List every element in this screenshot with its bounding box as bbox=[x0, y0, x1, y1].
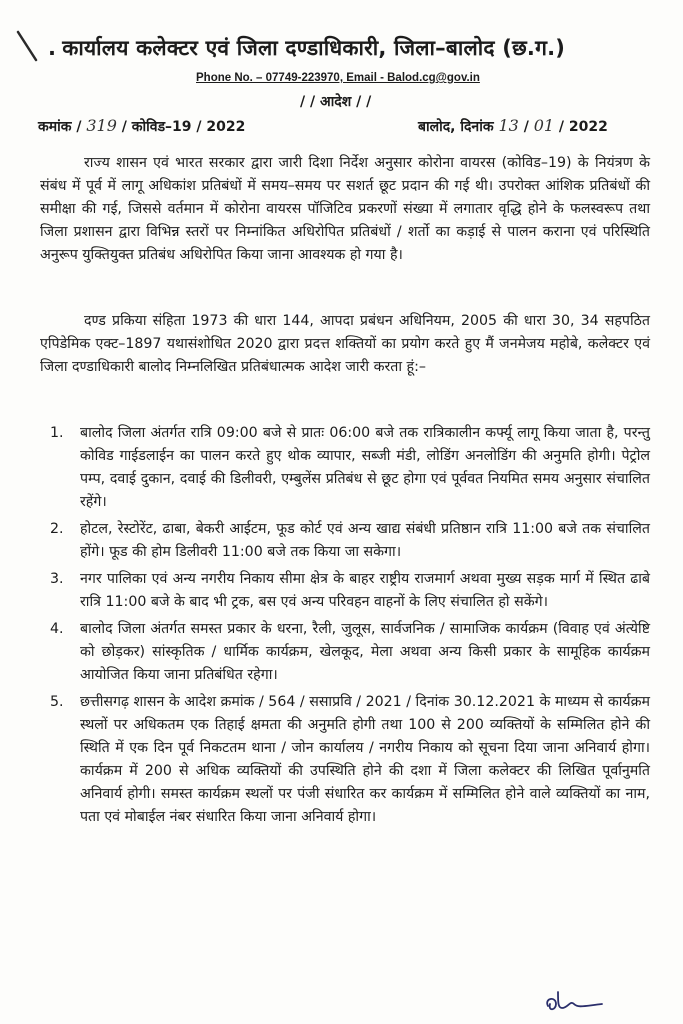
reference-handwritten-number: 319 bbox=[86, 116, 117, 135]
order-heading: / / आदेश / / bbox=[300, 94, 372, 110]
date-handwritten-month: 01 bbox=[533, 116, 555, 135]
list-item-number: 3. bbox=[50, 571, 64, 587]
contact-line: Phone No. – 07749-223970, Email - Balod.cg@gov.in bbox=[196, 72, 480, 84]
authority-paragraph: दण्ड प्रकिया संहिता 1973 की धारा 144, आपदा प्रबंधन अधिनियम, 2005 की धारा 30, 34 सहपठित एपिडेमिक एक्ट–1897 यथासंशोधित 2020 द्वारा प्रदत्त शक्तियों का प्रयोग करते हुए मैं जनमेजय महोबे, कलेक्टर एवं जिला दण्डाधिकारी बालोद निम्नलिखित प्रतिबंधात्मक आदेश जारी करता हूं:– bbox=[40, 313, 650, 375]
office-title: . कार्यालय कलेक्टर एवं जिला दण्डाधिकारी, जिला–बालोद (छ.ग.) bbox=[48, 36, 566, 60]
date-handwritten-day: 13 bbox=[498, 116, 519, 135]
list-item-text: होटल, रेस्टोरेंट, ढाबा, बेकरी आईटम, फूड कोर्ट एवं अन्य खाद्य संबंधी प्रतिष्ठान रात्रि 11:00 बजे तक संचालित होंगे। फूड की होम डिलीवरी 11:00 बजे तक किया जा सकेगा। bbox=[80, 521, 650, 560]
list-item bbox=[50, 618, 650, 687]
list-item-number: 5. bbox=[50, 694, 64, 710]
preamble-paragraph: राज्य शासन एवं भारत सरकार द्वारा जारी दिशा निर्देश अनुसार कोरोना वायरस (कोविड–19) के नियंत्रण के संबंध में पूर्व में लागू अधिकांश प्रतिबंधों में समय–समय पर सशर्त छूट प्रदान की गई थी। उपरोक्त आंशिक प्रतिबंधों की समीक्षा की गई, जिससे वर्तमान में कोरोना वायरस पॉजिटिव प्रकरणों संख्या में लगातार वृद्धि होने के फलस्वरूप तथा जिला प्रशासन द्वारा विभिन्न स्तरों पर निम्नांकित अधिरोपित प्रतिबंधों / शर्तो का कड़ाई से पालन कराना एवं परिस्थिति अनुरूप युक्तियुक्त प्रतिबंध अधिरोपित किया जाना आवश्यक हो गया है। bbox=[40, 155, 650, 263]
list-item-text: बालोद जिला अंतर्गत समस्त प्रकार के धरना, रैली, जुलूस, सार्वजनिक / सामाजिक कार्यक्रम (विवाह एवं अंत्येष्टि को छोड़कर) सांस्कृतिक / धार्मिक कार्यक्रम, खेलकूद, मेला अथवा अन्य किसी प्रकार के सामूहिक कार्यक्रम आयोजित किया जाना प्रतिबंधित रहेगा। bbox=[80, 621, 650, 683]
list-item bbox=[50, 422, 650, 514]
order-list bbox=[50, 422, 650, 833]
list-item bbox=[50, 518, 650, 564]
list-item-text: बालोद जिला अंतर्गत रात्रि 09:00 बजे से प्रातः 06:00 बजे तक रात्रिकालीन कर्फ्यू लागू किया जाता है, परन्तु कोविड गाईडलाईन का पालन करते हुए थोक व्यापार, सब्जी मंडी, लोडिंग अनलोडिंग की अनुमति होगी। पेट्रोल पम्प, दवाई दुकान, दवाई की डिलीवरी, एम्बुलेंस प्रतिबंध से छूट होगा एवं पूर्ववत नियमित समय अनुसार संचालित रहेंगे। bbox=[80, 425, 650, 510]
list-item-number: 4. bbox=[50, 621, 64, 637]
order-date: बालोद, दिनांक 13 / 01 / 2022 bbox=[418, 116, 608, 135]
list-item-text: नगर पालिका एवं अन्य नगरीय निकाय सीमा क्षेत्र के बाहर राष्ट्रीय राजमार्ग अथवा मुख्य सड़क मार्ग में स्थित ढाबे रात्रि 11:00 बजे के बाद भी ट्रक, बस एवं अन्य परिवहन वाहनों के लिए संचालित हो सकेंगे। bbox=[80, 571, 650, 610]
signature-initials bbox=[540, 988, 610, 1018]
list-item bbox=[50, 691, 650, 829]
reference-number: कमांक / 319 / कोविड–19 / 2022 bbox=[38, 116, 246, 135]
list-item bbox=[50, 568, 650, 614]
list-item-text: छत्तीसगढ़ शासन के आदेश क्रमांक / 564 / ससाप्रवि / 2021 / दिनांक 30.12.2021 के माध्यम से कार्यक्रम स्थलों पर अधिकतम एक तिहाई क्षमता की अनुमति होगी तथा 100 से 200 व्यक्तियों के सम्मिलित होने की स्थिति में एक दिन पूर्व निकटतम थाना / जोन कार्यालय / नगरीय निकाय को सूचना दिया जाना अनिवार्य होगा। कार्यक्रम में 200 से अधिक व्यक्तियों की उपस्थिति होने की दशा में जिला कलेक्टर की लिखित पूर्वानुमति अनिवार्य होगी। समस्त कार्यक्रम स्थलों पर पंजी संधारित कर कार्यक्रम में सम्मिलित होने वाले व्यक्तियों का नाम, पता एवं मोबाईल नंबर संधारित किया जाना अनिवार्य होगा। bbox=[80, 694, 651, 825]
list-item-number: 2. bbox=[50, 521, 64, 537]
punch-mark bbox=[12, 28, 42, 64]
list-item-number: 1. bbox=[50, 425, 64, 441]
